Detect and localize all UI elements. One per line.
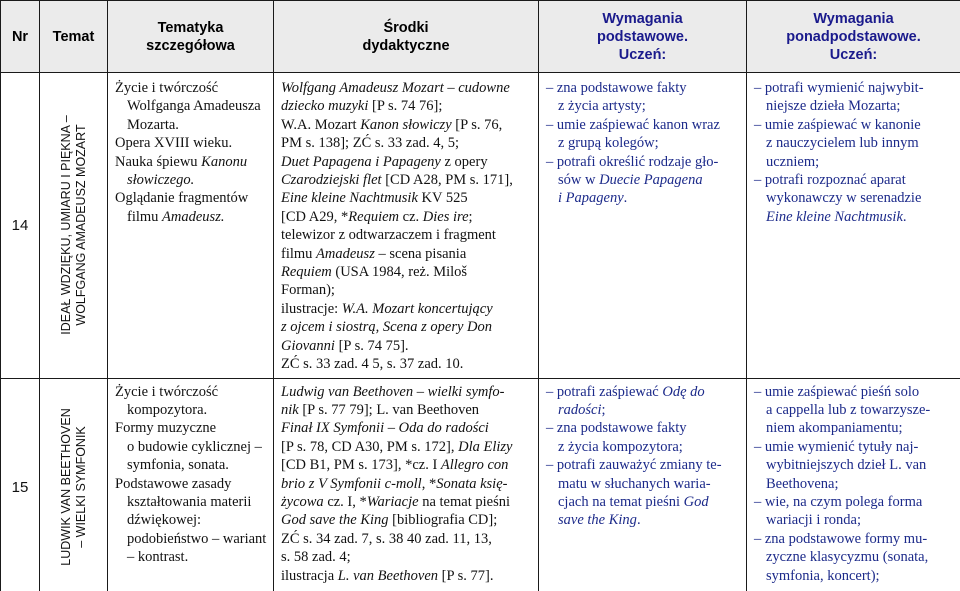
row-topic (40, 73, 108, 379)
header-wymagania-ponadpodstawowe: Wymagania ponadpodstawowe. Uczeń: (747, 1, 960, 73)
table-row (1, 378, 960, 591)
row-tematyka: Życie i twórczość kompozytora. Formy muzyczne o budowie cyklicznej – symfonia, sonata. Podstawowe zasady kształtowania materii dźwiękowej: podobieństwo – wariant – kontrast. (108, 378, 274, 591)
header-tematyka: Tematyka szczegółowa (108, 1, 274, 73)
row-wymagania-podstawowe: – potrafi zaśpiewać Odę do radości; – zna podstawowe fakty z życia kompozytora; – potrafi zauważyć zmiany te- matu w słuchanych waria- cjach na temat pieśni God save the King. (539, 378, 747, 591)
row-srodki: Ludwig van Beethoven – wielki symfo- nik [P s. 77 79]; L. van Beethoven Finał IX Symfonii – Oda do radości [P s. 78, CD A30, PM s. 172], Dla Elizy [CD B1, PM s. 173], *cz. I Allegro con brio z V Symfonii c-moll, *Sonata księ- życowa cz. I, *Wariacje na temat pieśni God save the King [bibliografia CD]; ZĆ s. 34 zad. 7, s. 38 40 zad. 11, 13, s. 58 zad. 4; ilustracja L. van Beethoven [P s. 77]. (274, 378, 539, 591)
header-nr: Nr (1, 1, 40, 73)
row-wymagania-ponadpodstawowe: – potrafi wymienić najwybit- niejsze dzieła Mozarta; – umie zaśpiewać w kanonie z nauczycielem lub innym uczniem; – potrafi rozpoznać aparat wykonawczy w serenadzie Eine kleine Nachtmusik. (747, 73, 960, 379)
row-tematyka: Życie i twórczość Wolfganga Amadeusza Mozarta. Opera XVIII wieku. Nauka śpiewu Kanonu słowiczego. Oglądanie fragmentów filmu Amadeusz. (108, 73, 274, 379)
row-topic-text: IDEAŁ WDZIĘKU, UMIARU I PIĘKNA – WOLFGANG AMADEUSZ MOZART (58, 115, 88, 335)
row-wymagania-podstawowe: – zna podstawowe fakty z życia artysty; – umie zaśpiewać kanon wraz z grupą kolegów; – potrafi określić rodzaje gło- sów w Duecie Papagena i Papageny. (539, 73, 747, 379)
row-wymagania-ponadpodstawowe: – umie zaśpiewać pieśń solo a cappella lub z towarzysze- niem akompaniamentu; – umie wymienić tytuły naj- wybitniejszych dzieł L. van Beethovena; – wie, na czym polega forma wariacji i ronda; – zna podstawowe formy mu- zyczne klasycyzmu (sonata, symfonia, koncert); (747, 378, 960, 591)
row-srodki: Wolfgang Amadeusz Mozart – cudowne dziecko muzyki [P s. 74 76]; W.A. Mozart Kanon słowiczy [P s. 76, PM s. 138]; ZĆ s. 33 zad. 4, 5; Duet Papagena i Papageny z opery Czarodziejski flet [CD A28, PM s. 171], Eine kleine Nachtmusik KV 525 [CD A29, *Requiem cz. Dies ire; telewizor z odtwarzaczem i fragment filmu Amadeusz – scena pisania Requiem (USA 1984, reż. Miloš Forman); ilustracje: W.A. Mozart koncertujący z ojcem i siostrą, Scena z opery Don Giovanni [P s. 74 75]. ZĆ s. 33 zad. 4 5, s. 37 zad. 10. (274, 73, 539, 379)
row-topic (40, 378, 108, 591)
header-row (1, 1, 960, 73)
row-number: 14 (1, 73, 40, 379)
header-srodki: Środki dydaktyczne (274, 1, 539, 73)
header-temat: Temat (40, 1, 108, 73)
table-row (1, 73, 960, 379)
header-wymagania-podstawowe: Wymagania podstawowe. Uczeń: (539, 1, 747, 73)
row-topic-text: LUDWIK VAN BEETHOVEN – WIELKI SYMFONIK (58, 408, 88, 566)
row-number: 15 (1, 378, 40, 591)
